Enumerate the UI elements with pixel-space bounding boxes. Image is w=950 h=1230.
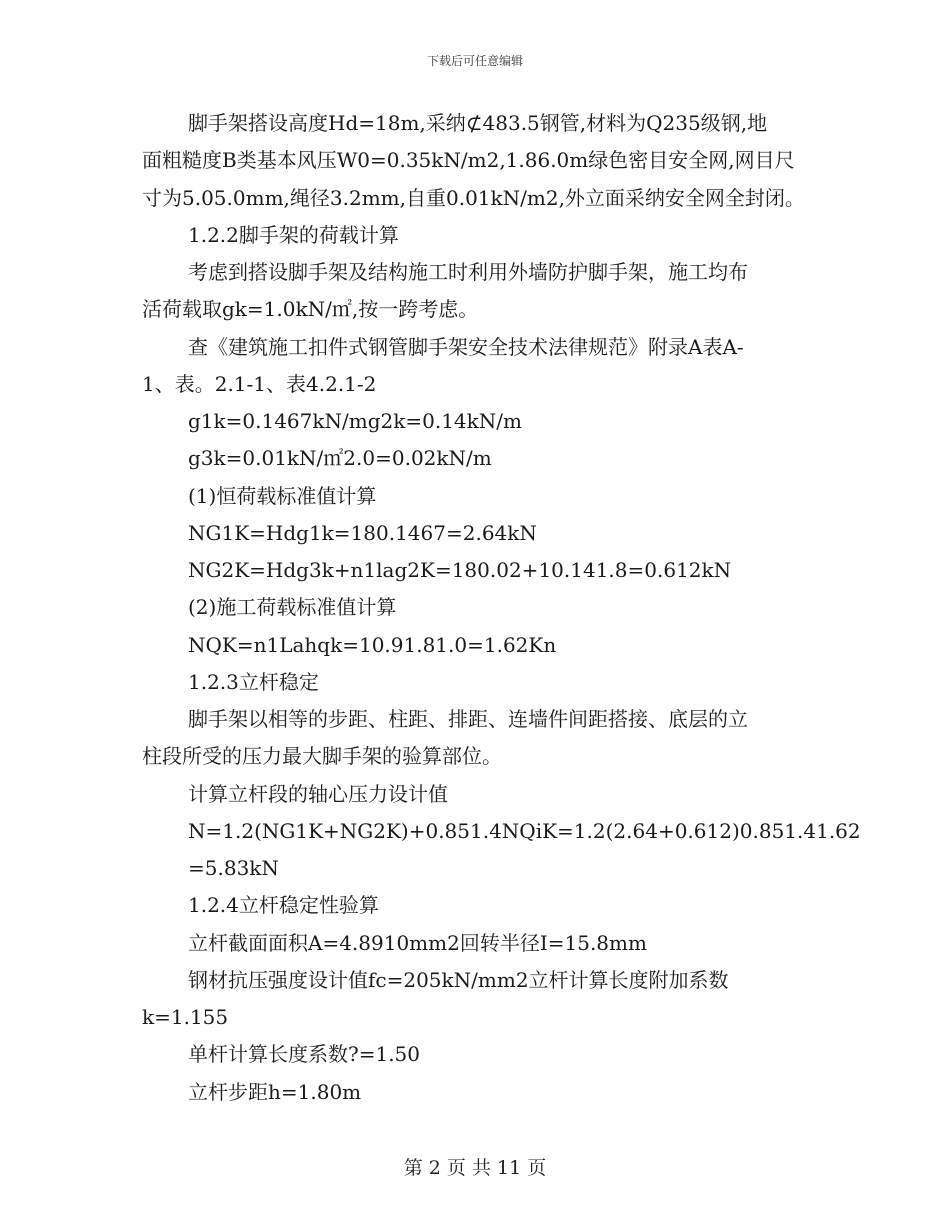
paragraph-line: k=1.155 — [142, 1005, 229, 1029]
formula-line: g3k=0.01kN/㎡2.0=0.02kN/m — [188, 446, 492, 470]
formula-line: =5.83kN — [188, 856, 279, 880]
section-heading: 1.2.2脚手架的荷载计算 — [188, 223, 399, 247]
paragraph-line: 1、表。2.1-1、表4.2.1-2 — [142, 372, 377, 396]
subheading: (1)恒荷载标准值计算 — [188, 484, 377, 508]
paragraph-line: 考虑到搭设脚手架及结构施工时利用外墙防护脚手架，施工均布 — [188, 260, 748, 284]
paragraph-line: 脚手架以相等的步距、柱距、排距、连墙件间距搭接、底层的立 — [188, 707, 748, 731]
section-heading: 1.2.3立杆稳定 — [188, 670, 319, 694]
formula-line: NG2K=Hdg3k+n1lag2K=180.02+10.141.8=0.612kN — [188, 558, 732, 582]
paragraph-line: 面粗糙度B类基本风压W0=0.35kN/m2,1.86.0m绿色密目安全网,网目尺 — [142, 148, 795, 172]
paragraph-line: 寸为5.05.0mm,绳径3.2mm,自重0.01kN/m2,外立面采纳安全网全封闭。 — [142, 186, 805, 210]
paragraph-line: 钢材抗压强度设计值fc=205kN/mm2立杆计算长度附加系数 — [188, 968, 729, 992]
formula-line: NG1K=Hdg1k=180.1467=2.64kN — [188, 521, 537, 545]
formula-line: g1k=0.1467kN/mg2k=0.14kN/m — [188, 409, 522, 433]
formula-line: N=1.2(NG1K+NG2K)+0.851.4NQiK=1.2(2.64+0.612)0.851.41.62 — [188, 819, 861, 843]
subheading: (2)施工荷载标准值计算 — [188, 595, 397, 619]
page-number: 第 2 页 共 11 页 — [403, 1157, 547, 1179]
paragraph-line: 脚手架搭设高度Hd=18m,采纳⊄483.5钢管,材料为Q235级钢,地 — [188, 111, 768, 135]
paragraph-line: 活荷载取gk=1.0kN/㎡,按一跨考虑。 — [142, 297, 479, 321]
paragraph-line: 计算立杆段的轴心压力设计值 — [188, 782, 448, 806]
paragraph-line: 单杆计算长度系数?=1.50 — [188, 1042, 421, 1066]
paragraph-line: 立杆截面面积A=4.8910mm2回转半径I=15.8mm — [188, 931, 647, 955]
paragraph-line: 柱段所受的压力最大脚手架的验算部位。 — [142, 744, 502, 768]
formula-line: NQK=n1Lahqk=10.91.81.0=1.62Kn — [188, 633, 557, 657]
paragraph-line: 查《建筑施工扣件式钢管脚手架安全技术法律规范》附录A表A- — [188, 335, 744, 359]
paragraph-line: 立杆步距h=1.80m — [188, 1080, 362, 1104]
page-header: 下载后可任意编辑 — [426, 54, 523, 68]
section-heading: 1.2.4立杆稳定性验算 — [188, 893, 379, 917]
